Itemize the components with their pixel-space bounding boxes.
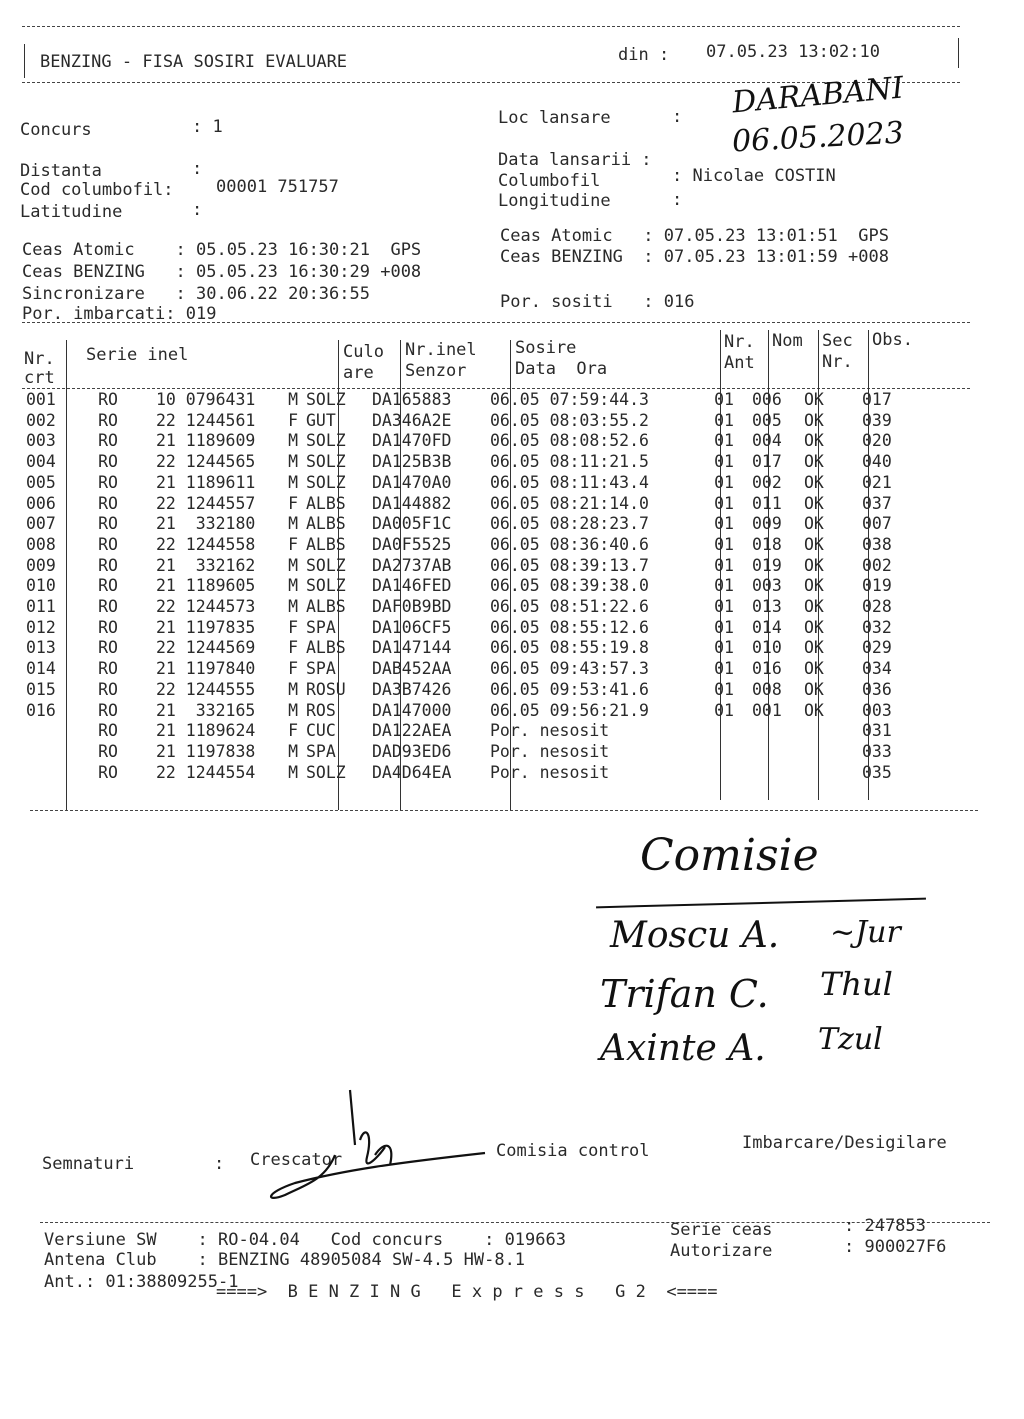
cell-sex: F: [288, 721, 298, 741]
crescator-label: Crescator: [250, 1150, 343, 1170]
cell-color: ALBS: [306, 514, 346, 534]
cell-country: RO: [98, 410, 118, 430]
cell-ant: 01: [714, 514, 734, 534]
cell-obs: 040: [862, 452, 892, 472]
cell-nom: 013: [752, 597, 782, 617]
cell-crt: [22, 742, 70, 763]
cell-color: ALBS: [306, 493, 346, 513]
table-row: [22, 680, 922, 701]
cell-sensor: DA147144: [372, 638, 452, 658]
cell-nom: 011: [752, 493, 782, 513]
table-row: [22, 618, 922, 639]
commission-member-1: Moscu A.: [610, 915, 780, 956]
cell-country: RO: [98, 617, 118, 637]
cell-sec: [802, 721, 854, 742]
cell-nom: 019: [752, 555, 782, 575]
header-top-border: [22, 26, 960, 27]
cell-sec: OK: [804, 617, 824, 637]
th-obs: Obs.: [872, 330, 913, 350]
cell-sensor: DA144882: [372, 493, 452, 513]
cell-arrival: 06.05 08:21:14.0: [490, 493, 649, 513]
cell-obs: 021: [862, 472, 892, 492]
cell-color: ALBS: [306, 534, 346, 554]
cell-country: RO: [98, 576, 118, 596]
cell-ant: [700, 721, 748, 742]
cell-arrival: 06.05 08:08:52.6: [490, 431, 649, 451]
cell-ant: 01: [714, 493, 734, 513]
cell-ant: 01: [714, 617, 734, 637]
cell-crt: [22, 721, 70, 742]
cell-sex: M: [288, 597, 298, 617]
table-top-border: [22, 322, 970, 323]
cell-ant: 01: [714, 659, 734, 679]
table-row: [22, 742, 922, 763]
cell-color: SOLZ: [306, 576, 346, 596]
cell-nom: 006: [752, 390, 782, 409]
cell-crt: 005: [26, 472, 56, 492]
cell-nom: 018: [752, 534, 782, 554]
cell-country: RO: [98, 390, 118, 409]
cell-nom: 001: [752, 700, 782, 720]
cell-sec: OK: [804, 679, 824, 699]
latitudine-label: Latitudine: [20, 202, 123, 222]
th-nr-crt: Nr. crt: [24, 349, 55, 388]
table-row: [22, 535, 922, 556]
commission-signature-2: Thul: [820, 965, 893, 1003]
footer-versiune: Versiune SW : RO-04.04 Cod concurs : 019663: [44, 1230, 566, 1250]
cell-arrival: 06.05 08:39:38.0: [490, 576, 649, 596]
cell-color: SPA: [306, 741, 336, 761]
cell-obs: 029: [862, 638, 892, 658]
cell-country: RO: [98, 597, 118, 617]
cell-crt: [22, 763, 70, 784]
cod-columbofil-value: 00001 751757: [216, 177, 339, 197]
longitudine-label: Longitudine: [498, 191, 611, 211]
pigeons-basketed: Por. imbarcati: 019: [22, 304, 217, 324]
cell-country: RO: [98, 700, 118, 720]
cell-ring: 21 1189605: [156, 576, 256, 596]
cell-ant: 01: [714, 534, 734, 554]
cell-crt: 013: [26, 638, 56, 658]
cell-country: RO: [98, 493, 118, 513]
cell-sensor: DA147000: [372, 700, 452, 720]
cell-obs: 033: [862, 741, 892, 761]
cell-country: RO: [98, 679, 118, 699]
cell-sex: M: [288, 679, 298, 699]
cell-nom: 014: [752, 617, 782, 637]
table-row: [22, 452, 922, 473]
cell-nom: [748, 721, 802, 742]
cell-color: SPA: [306, 659, 336, 679]
clock-right-atomic: Ceas Atomic : 07.05.23 13:01:51 GPS: [500, 226, 889, 246]
cell-color: SOLZ: [306, 762, 346, 782]
cell-color: ALBS: [306, 638, 346, 658]
table-row: [22, 638, 922, 659]
report-date-label: din :: [618, 45, 670, 65]
cell-sensor: DA2737AB: [372, 555, 452, 575]
table-row: [22, 659, 922, 680]
cell-ant: [700, 763, 748, 784]
cell-ring: 22 1244557: [156, 493, 256, 513]
footer-antena: Antena Club : BENZING 48905084 SW-4.5 HW-8.1: [44, 1250, 526, 1270]
cell-ant: 01: [714, 555, 734, 575]
loc-lansare-value: :: [672, 107, 683, 127]
cell-arrival: Por. nesosit: [490, 741, 610, 761]
cell-sensor: DA122AEA: [372, 721, 452, 741]
table-row: [22, 597, 922, 618]
cell-nom: [748, 763, 802, 784]
footer-serie-ceas-value: : 247853: [844, 1216, 926, 1236]
th-culoare: Culo are: [343, 342, 384, 383]
loc-lansare-label: Loc lansare: [498, 108, 611, 128]
latitudine-value: :: [192, 200, 203, 220]
columbofil-value: : Nicolae COSTIN: [672, 166, 836, 186]
cell-country: RO: [98, 555, 118, 575]
cell-arrival: 06.05 08:11:21.5: [490, 452, 649, 472]
cell-sex: M: [288, 762, 298, 782]
cell-crt: 010: [26, 576, 56, 596]
cell-country: RO: [98, 452, 118, 472]
cell-nom: 002: [752, 472, 782, 492]
cell-country: RO: [98, 431, 118, 451]
cell-ring: 21 332165: [156, 700, 256, 720]
clock-right-benzing: Ceas BENZING : 07.05.23 13:01:59 +008: [500, 247, 889, 267]
cell-arrival: 06.05 08:28:23.7: [490, 514, 649, 534]
cell-obs: 002: [862, 555, 892, 575]
cell-arrival: 06.05 08:03:55.2: [490, 410, 649, 430]
imbarcare-label: Imbarcare/Desigilare: [742, 1133, 947, 1153]
cell-sensor: DA005F1C: [372, 514, 452, 534]
cell-sex: F: [288, 534, 298, 554]
cell-color: SOLZ: [306, 472, 346, 492]
cell-crt: 016: [26, 700, 56, 720]
cell-ring: 22 1244555: [156, 679, 256, 699]
cell-ring: 22 1244569: [156, 638, 256, 658]
cell-sec: OK: [804, 390, 824, 409]
cell-ant: 01: [714, 452, 734, 472]
cell-sec: [802, 742, 854, 763]
table-row: [22, 763, 922, 784]
cell-arrival: 06.05 08:55:19.8: [490, 638, 649, 658]
footer-serie-ceas-label: Serie ceas: [670, 1220, 773, 1240]
cell-color: SOLZ: [306, 555, 346, 575]
cell-sex: M: [288, 700, 298, 720]
cell-ant: 01: [714, 390, 734, 409]
cell-country: RO: [98, 638, 118, 658]
cell-crt: 015: [26, 679, 56, 699]
cell-arrival: Por. nesosit: [490, 721, 610, 741]
cell-sensor: DA125B3B: [372, 452, 452, 472]
commission-member-2: Trifan C.: [600, 972, 769, 1016]
cell-ant: 01: [714, 431, 734, 451]
table-row: [22, 494, 922, 515]
cell-sec: OK: [804, 597, 824, 617]
cell-ant: [700, 742, 748, 763]
cell-sex: F: [288, 659, 298, 679]
cell-ring: 21 332180: [156, 514, 256, 534]
cell-sec: OK: [804, 576, 824, 596]
cell-ring: 21 1189624: [156, 721, 256, 741]
cell-ant: 01: [714, 700, 734, 720]
commission-underline: [596, 898, 926, 909]
cell-ring: 22 1244554: [156, 762, 256, 782]
columbofil-label: Columbofil: [498, 171, 601, 191]
commission-member-3: Axinte A.: [600, 1028, 766, 1069]
th-nom: Nom: [772, 331, 803, 351]
cell-ring: 21 1197840: [156, 659, 256, 679]
header-left-border: [24, 44, 25, 78]
cell-ant: 01: [714, 410, 734, 430]
cell-crt: 009: [26, 555, 56, 575]
table-row: [22, 556, 922, 577]
commission-handwritten-title: Comisie: [640, 830, 819, 881]
cell-sex: M: [288, 555, 298, 575]
cell-nom: 003: [752, 576, 782, 596]
cell-sensor: DA3B7426: [372, 679, 452, 699]
cell-sensor: DA346A2E: [372, 410, 452, 430]
cell-sex: M: [288, 741, 298, 761]
cell-obs: 007: [862, 514, 892, 534]
cell-sex: M: [288, 452, 298, 472]
cell-ring: 22 1244573: [156, 597, 256, 617]
cell-crt: 002: [26, 410, 56, 430]
cell-ring: 21 1197838: [156, 741, 256, 761]
cell-crt: 014: [26, 659, 56, 679]
cell-country: RO: [98, 534, 118, 554]
cell-sex: M: [288, 576, 298, 596]
report-title: BENZING - FISA SOSIRI EVALUARE: [40, 52, 348, 72]
cell-sex: F: [288, 410, 298, 430]
table-row: [22, 473, 922, 494]
commission-signature-1: ~Jur: [830, 915, 901, 950]
cell-sex: M: [288, 431, 298, 451]
cell-country: RO: [98, 659, 118, 679]
cell-country: RO: [98, 762, 118, 782]
cell-color: CUC: [306, 721, 336, 741]
cell-obs: 003: [862, 700, 892, 720]
cell-sec: [802, 763, 854, 784]
cell-arrival: 06.05 09:43:57.3: [490, 659, 649, 679]
cell-color: GUT: [306, 410, 336, 430]
cell-nom: [748, 742, 802, 763]
cell-sec: OK: [804, 493, 824, 513]
cell-nom: 016: [752, 659, 782, 679]
cell-arrival: Por. nesosit: [490, 762, 610, 782]
cell-sec: OK: [804, 410, 824, 430]
cell-crt: 004: [26, 452, 56, 472]
clock-left-sync: Sincronizare : 30.06.22 20:36:55: [22, 284, 370, 304]
cell-sex: M: [288, 472, 298, 492]
cell-arrival: 06.05 08:36:40.6: [490, 534, 649, 554]
footer-ant: Ant.: 01:38809255-1: [44, 1272, 239, 1292]
cell-country: RO: [98, 721, 118, 741]
cell-sex: F: [288, 617, 298, 637]
clock-left-atomic: Ceas Atomic : 05.05.23 16:30:21 GPS: [22, 240, 422, 260]
cell-ant: 01: [714, 472, 734, 492]
cell-sensor: DAD93ED6: [372, 741, 452, 761]
cell-crt: 008: [26, 534, 56, 554]
cell-ring: 10 0796431: [156, 390, 256, 409]
footer-autorizare-label: Autorizare: [670, 1241, 773, 1261]
cell-crt: 007: [26, 514, 56, 534]
cell-ring: 21 1189609: [156, 431, 256, 451]
cell-sec: OK: [804, 534, 824, 554]
cell-sec: OK: [804, 638, 824, 658]
cell-ring: 22 1244561: [156, 410, 256, 430]
cell-arrival: 06.05 09:53:41.6: [490, 679, 649, 699]
cell-nom: 010: [752, 638, 782, 658]
table-row: [22, 576, 922, 597]
report-date-value: 07.05.23 13:02:10: [706, 42, 880, 62]
data-lansarii-handwritten: 06.05.2023: [731, 115, 905, 160]
cell-crt: 012: [26, 617, 56, 637]
th-serie-inel: Serie inel: [86, 345, 189, 365]
th-nr-ant: Nr. Ant: [724, 332, 755, 373]
cell-arrival: 06.05 08:55:12.6: [490, 617, 649, 637]
cell-obs: 017: [862, 390, 892, 409]
concurs-value: : 1: [192, 117, 223, 137]
cell-country: RO: [98, 741, 118, 761]
cell-crt: 001: [26, 390, 56, 409]
cell-ring: 21 1189611: [156, 472, 256, 492]
table-row: [22, 431, 922, 452]
cell-sensor: DA165883: [372, 390, 452, 409]
cell-ant: 01: [714, 638, 734, 658]
cell-obs: 039: [862, 410, 892, 430]
cell-color: SOLZ: [306, 452, 346, 472]
cell-color: ROSU: [306, 679, 346, 699]
cell-arrival: 06.05 08:11:43.4: [490, 472, 649, 492]
cell-ring: 22 1244565: [156, 452, 256, 472]
table-row: [22, 514, 922, 535]
cell-obs: 020: [862, 431, 892, 451]
footer-autorizare-value: : 900027F6: [844, 1237, 947, 1257]
semnaturi-label: Semnaturi: [42, 1154, 135, 1174]
cell-sec: OK: [804, 659, 824, 679]
cell-color: SPA: [306, 617, 336, 637]
cell-crt: 011: [26, 597, 56, 617]
breeder-signature: [255, 1085, 505, 1210]
cell-obs: 031: [862, 721, 892, 741]
cell-nom: 017: [752, 452, 782, 472]
cell-color: ALBS: [306, 597, 346, 617]
cell-sensor: DA0F5525: [372, 534, 452, 554]
cell-crt: 003: [26, 431, 56, 451]
cell-sex: F: [288, 638, 298, 658]
table-row: [22, 411, 922, 432]
cell-obs: 028: [862, 597, 892, 617]
cell-sensor: DA106CF5: [372, 617, 452, 637]
table-bottom-border: [30, 810, 978, 811]
cell-sec: OK: [804, 555, 824, 575]
cell-crt: 006: [26, 493, 56, 513]
cell-arrival: 06.05 08:39:13.7: [490, 555, 649, 575]
cell-sensor: DA146FED: [372, 576, 452, 596]
cell-ring: 21 1197835: [156, 617, 256, 637]
pigeons-arrived: Por. sositi : 016: [500, 292, 695, 312]
cell-sex: F: [288, 493, 298, 513]
cell-sensor: DA4D64EA: [372, 762, 452, 782]
th-sosire: Sosire Data Ora: [515, 338, 608, 379]
cod-columbofil-label: Cod columbofil:: [20, 180, 174, 200]
longitudine-value: :: [672, 190, 683, 210]
cell-color: ROS: [306, 700, 336, 720]
concurs-label: Concurs: [20, 120, 92, 140]
cell-nom: 004: [752, 431, 782, 451]
commission-signature-3: Tzul: [818, 1022, 883, 1057]
cell-obs: 036: [862, 679, 892, 699]
cell-color: SOLZ: [306, 390, 346, 409]
cell-obs: 038: [862, 534, 892, 554]
cell-arrival: 06.05 07:59:44.3: [490, 390, 649, 409]
cell-obs: 037: [862, 493, 892, 513]
cell-sec: OK: [804, 431, 824, 451]
cell-sensor: DAB452AA: [372, 659, 452, 679]
cell-sensor: DA1470FD: [372, 431, 452, 451]
cell-nom: 009: [752, 514, 782, 534]
cell-ring: 22 1244558: [156, 534, 256, 554]
cell-sec: OK: [804, 514, 824, 534]
footer-banner: ====> B E N Z I N G E x p r e s s G 2 <====: [216, 1282, 718, 1302]
distanta-label: Distanta: [20, 161, 102, 181]
semnaturi-colon: :: [214, 1154, 225, 1174]
table-row: [22, 701, 922, 722]
th-sec-nr: Sec Nr.: [822, 331, 853, 372]
loc-lansare-handwritten: DARABANI: [730, 70, 905, 121]
cell-sec: OK: [804, 452, 824, 472]
cell-sec: OK: [804, 700, 824, 720]
cell-obs: 032: [862, 617, 892, 637]
clock-left-benzing: Ceas BENZING : 05.05.23 16:30:29 +008: [22, 262, 422, 282]
cell-obs: 019: [862, 576, 892, 596]
cell-arrival: 06.05 08:51:22.6: [490, 597, 649, 617]
cell-sex: M: [288, 390, 298, 409]
cell-obs: 034: [862, 659, 892, 679]
cell-color: SOLZ: [306, 431, 346, 451]
cell-ring: 21 332162: [156, 555, 256, 575]
comisia-control-label: Comisia control: [496, 1141, 650, 1161]
cell-sex: M: [288, 514, 298, 534]
arrivals-table: [22, 390, 922, 783]
cell-country: RO: [98, 514, 118, 534]
cell-obs: 035: [862, 762, 892, 782]
table-header-bottom-border: [22, 388, 970, 389]
cell-nom: 008: [752, 679, 782, 699]
cell-ant: 01: [714, 597, 734, 617]
table-row: [22, 390, 922, 411]
cell-country: RO: [98, 472, 118, 492]
header-right-border: [958, 38, 959, 68]
cell-sec: OK: [804, 472, 824, 492]
cell-sensor: DA1470A0: [372, 472, 452, 492]
cell-ant: 01: [714, 679, 734, 699]
cell-ant: 01: [714, 576, 734, 596]
table-row: [22, 721, 922, 742]
cell-arrival: 06.05 09:56:21.9: [490, 700, 649, 720]
cell-sensor: DAF0B9BD: [372, 597, 452, 617]
cell-nom: 005: [752, 410, 782, 430]
data-lansarii-label: Data lansarii :: [498, 150, 652, 170]
th-nr-inel-senzor: Nr.inel Senzor: [405, 340, 477, 381]
distanta-value: :: [192, 159, 203, 179]
